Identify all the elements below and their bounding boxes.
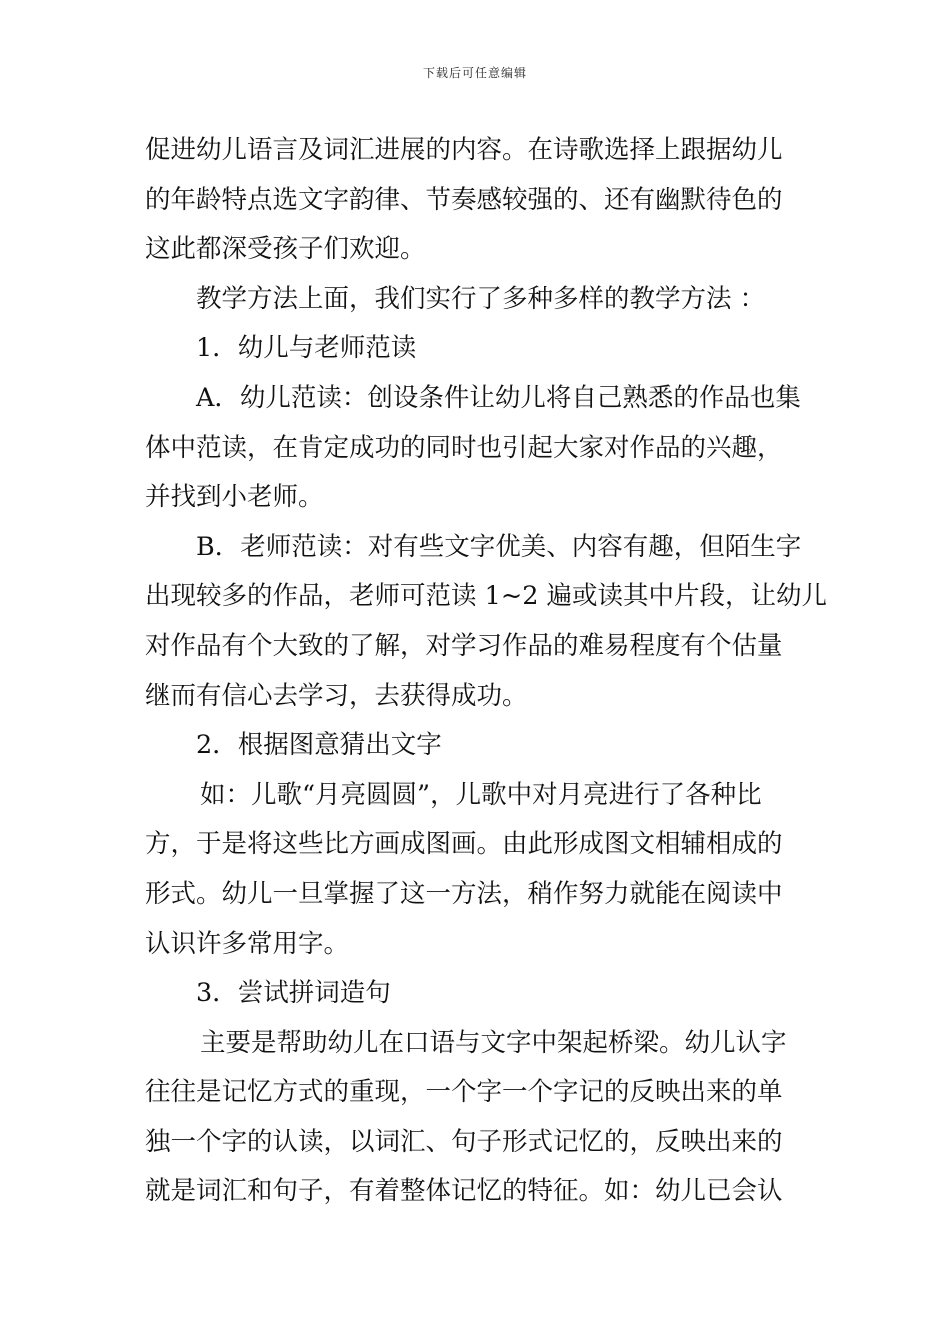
section-heading: 3．尝试拼词造句: [196, 978, 391, 1009]
paragraph-line: A．幼儿范读：创设条件让幼儿将自己熟悉的作品也集: [196, 382, 801, 413]
paragraph-line: 体中范读，在肯定成功的同时也引起大家对作品的兴趣，: [145, 432, 783, 463]
section-heading: 2．根据图意猜出文字: [196, 730, 442, 761]
paragraph-line: 如：儿歌“月亮圆圆”，儿歌中对月亮进行了各种比: [200, 779, 762, 810]
paragraph-line: 这此都深受孩子们欢迎。: [145, 234, 426, 265]
paragraph-line: 往往是记忆方式的重现，一个字一个字记的反映出来的单: [145, 1077, 783, 1108]
paragraph-line: 对作品有个大致的了解，对学习作品的难易程度有个估量: [145, 630, 783, 661]
paragraph-line: 促进幼儿语言及词汇进展的内容。在诗歌选择上跟据幼儿: [145, 135, 783, 165]
section-heading: 1．幼儿与老师范读: [196, 333, 417, 364]
paragraph-line: 认识许多常用字。: [145, 928, 350, 959]
page-header: 下载后可任意编辑: [422, 66, 527, 80]
paragraph-line: 独一个字的认读，以词汇、句子形式记忆的，反映出来的: [145, 1126, 783, 1157]
document-body: [145, 126, 828, 1217]
paragraph-line: B．老师范读：对有些文字优美、内容有趣，但陌生字: [196, 531, 802, 562]
paragraph-line: 主要是帮助幼儿在口语与文字中架起桥梁。幼儿认字: [200, 1027, 787, 1058]
paragraph-line: 并找到小老师。: [145, 482, 324, 513]
paragraph-line: 就是词汇和句子，有着整体记忆的特征。如：幼儿已会认: [145, 1176, 783, 1207]
paragraph-line: 出现较多的作品，老师可范读 1~2 遍或读其中片段，让幼儿: [145, 581, 828, 612]
paragraph-line: 继而有信心去学习，去获得成功。: [145, 680, 528, 711]
paragraph-line: 教学方法上面，我们实行了多种多样的教学方法 ：: [196, 283, 766, 314]
paragraph-line: 方，于是将这些比方画成图画。由此形成图文相辅相成的: [145, 829, 783, 860]
paragraph-line: 形式。幼儿一旦掌握了这一方法，稍作努力就能在阅读中: [145, 878, 783, 909]
paragraph-line: 的年龄特点选文字韵律、节奏感较强的、还有幽默待色的: [145, 184, 783, 215]
